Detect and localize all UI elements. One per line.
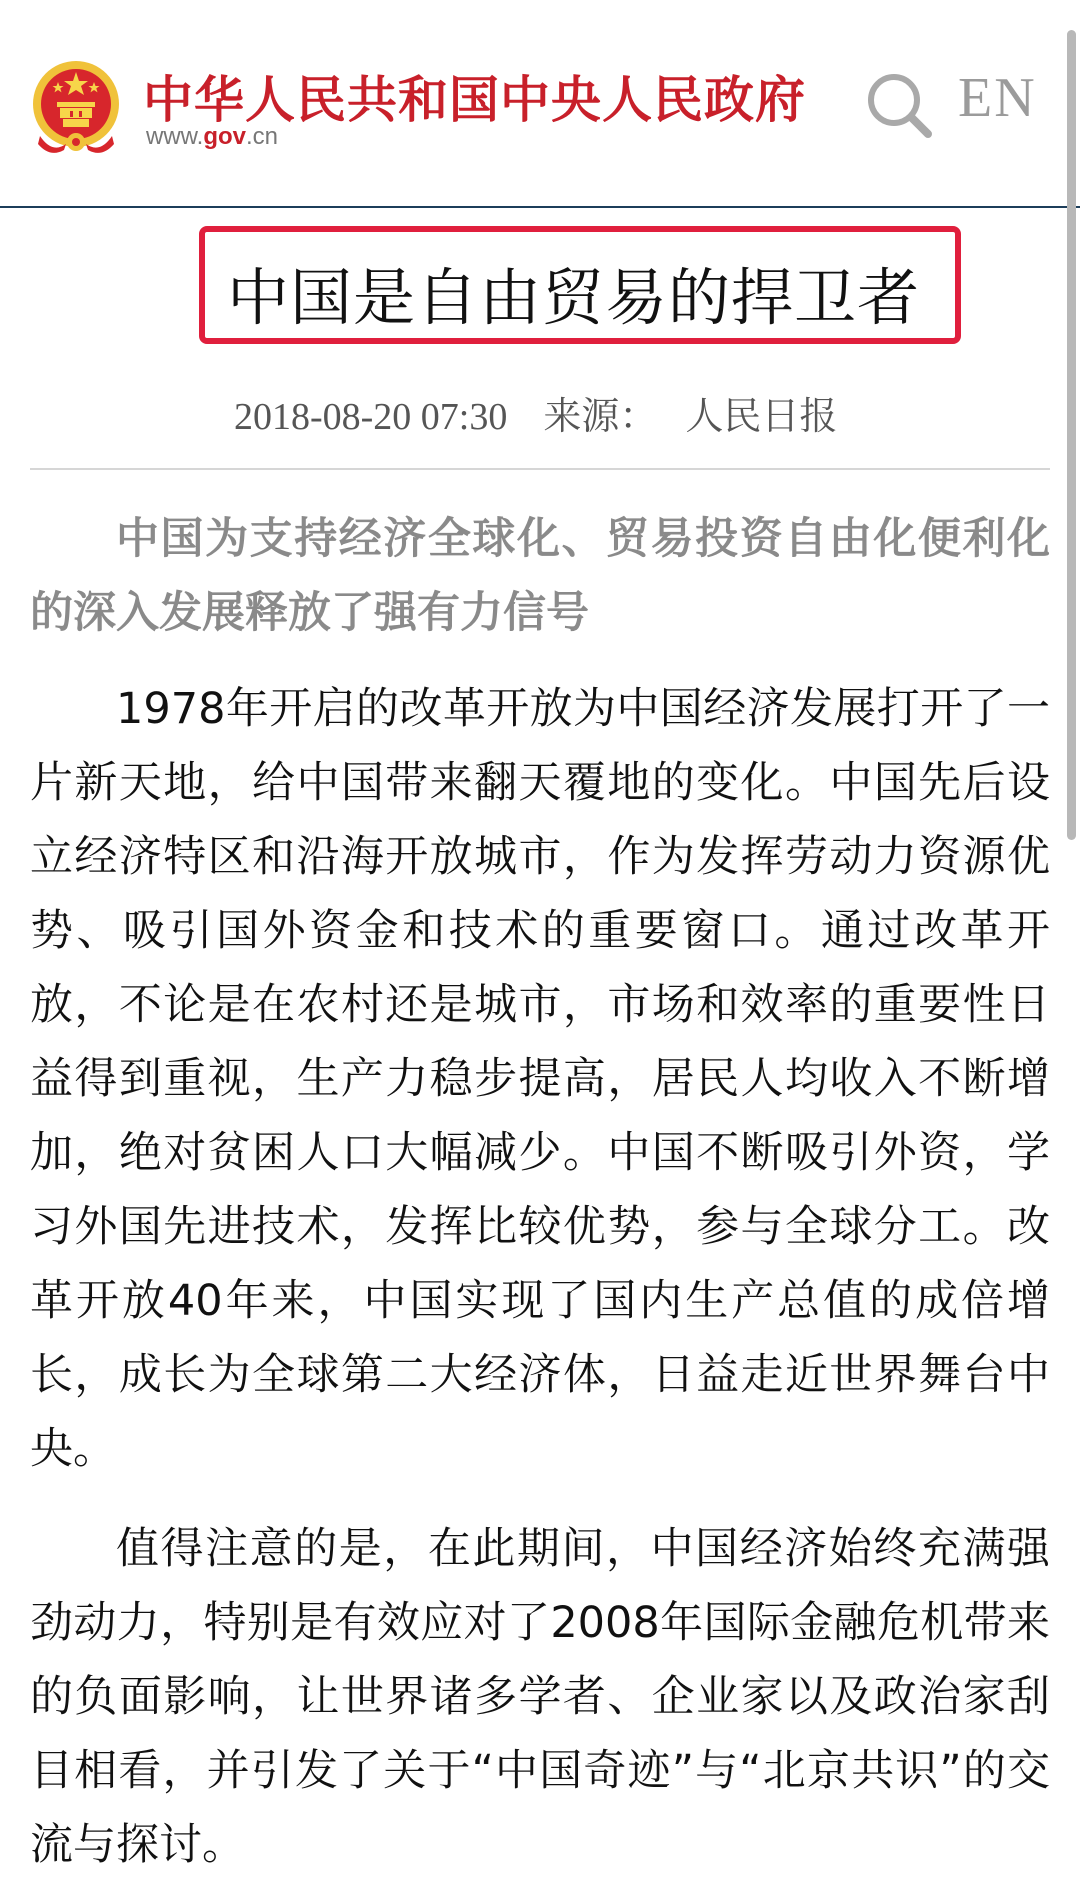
article-title: 中国是自由贸易的捍卫者	[227, 261, 921, 334]
site-url[interactable]	[146, 123, 278, 151]
article-paragraph: 值得注意的是，在此期间，中国经济始终充满强劲动力，特别是有效应对了2008年国际金融危机带来的负面影响，让世界诸多学者、企业家以及政治家刮目相看，并引发了关于“中国奇迹”与“北京共识”的交流与探讨。	[30, 1524, 1050, 1870]
english-language-button[interactable]: EN	[958, 67, 1037, 129]
url-prefix: www.	[146, 123, 204, 150]
url-domain: gov	[203, 123, 247, 150]
site-name[interactable]: 中华人民共和国中央人民政府	[143, 71, 806, 129]
source-label: 来源：	[543, 394, 658, 438]
search-icon	[862, 68, 936, 142]
site-header	[0, 0, 1080, 208]
source-name: 人民日报	[685, 394, 838, 438]
scrollbar-thumb[interactable]	[1067, 30, 1076, 840]
article-body	[30, 502, 1050, 1882]
article-lead: 中国为支持经济全球化、贸易投资自由化便利化的深入发展释放了强有力信号	[30, 514, 1050, 638]
title-highlight-frame	[199, 226, 961, 344]
article-meta	[234, 385, 837, 440]
search-button[interactable]	[862, 68, 936, 142]
meta-divider	[30, 468, 1050, 470]
url-suffix: .cn	[246, 123, 279, 150]
publish-date: 2018-08-20 07:30	[234, 396, 508, 438]
national-emblem-icon[interactable]	[30, 58, 122, 158]
article-paragraph: 1978年开启的改革开放为中国经济发展打开了一片新天地，给中国带来翻天覆地的变化。中国先后设立经济特区和沿海开放城市，作为发挥劳动力资源优势、吸引国外资金和技术的重要窗口。通过改革开放，不论是在农村还是城市，市场和效率的重要性日益得到重视，生产力稳步提高，居民人均收入不断增加，绝对贫困人口大幅减少。中国不断吸引外资，学习外国先进技术，发挥比较优势，参与全球分工。改革开放40年来，中国实现了国内生产总值的成倍增长，成长为全球第二大经济体，日益走近世界舞台中央。	[30, 684, 1050, 1474]
